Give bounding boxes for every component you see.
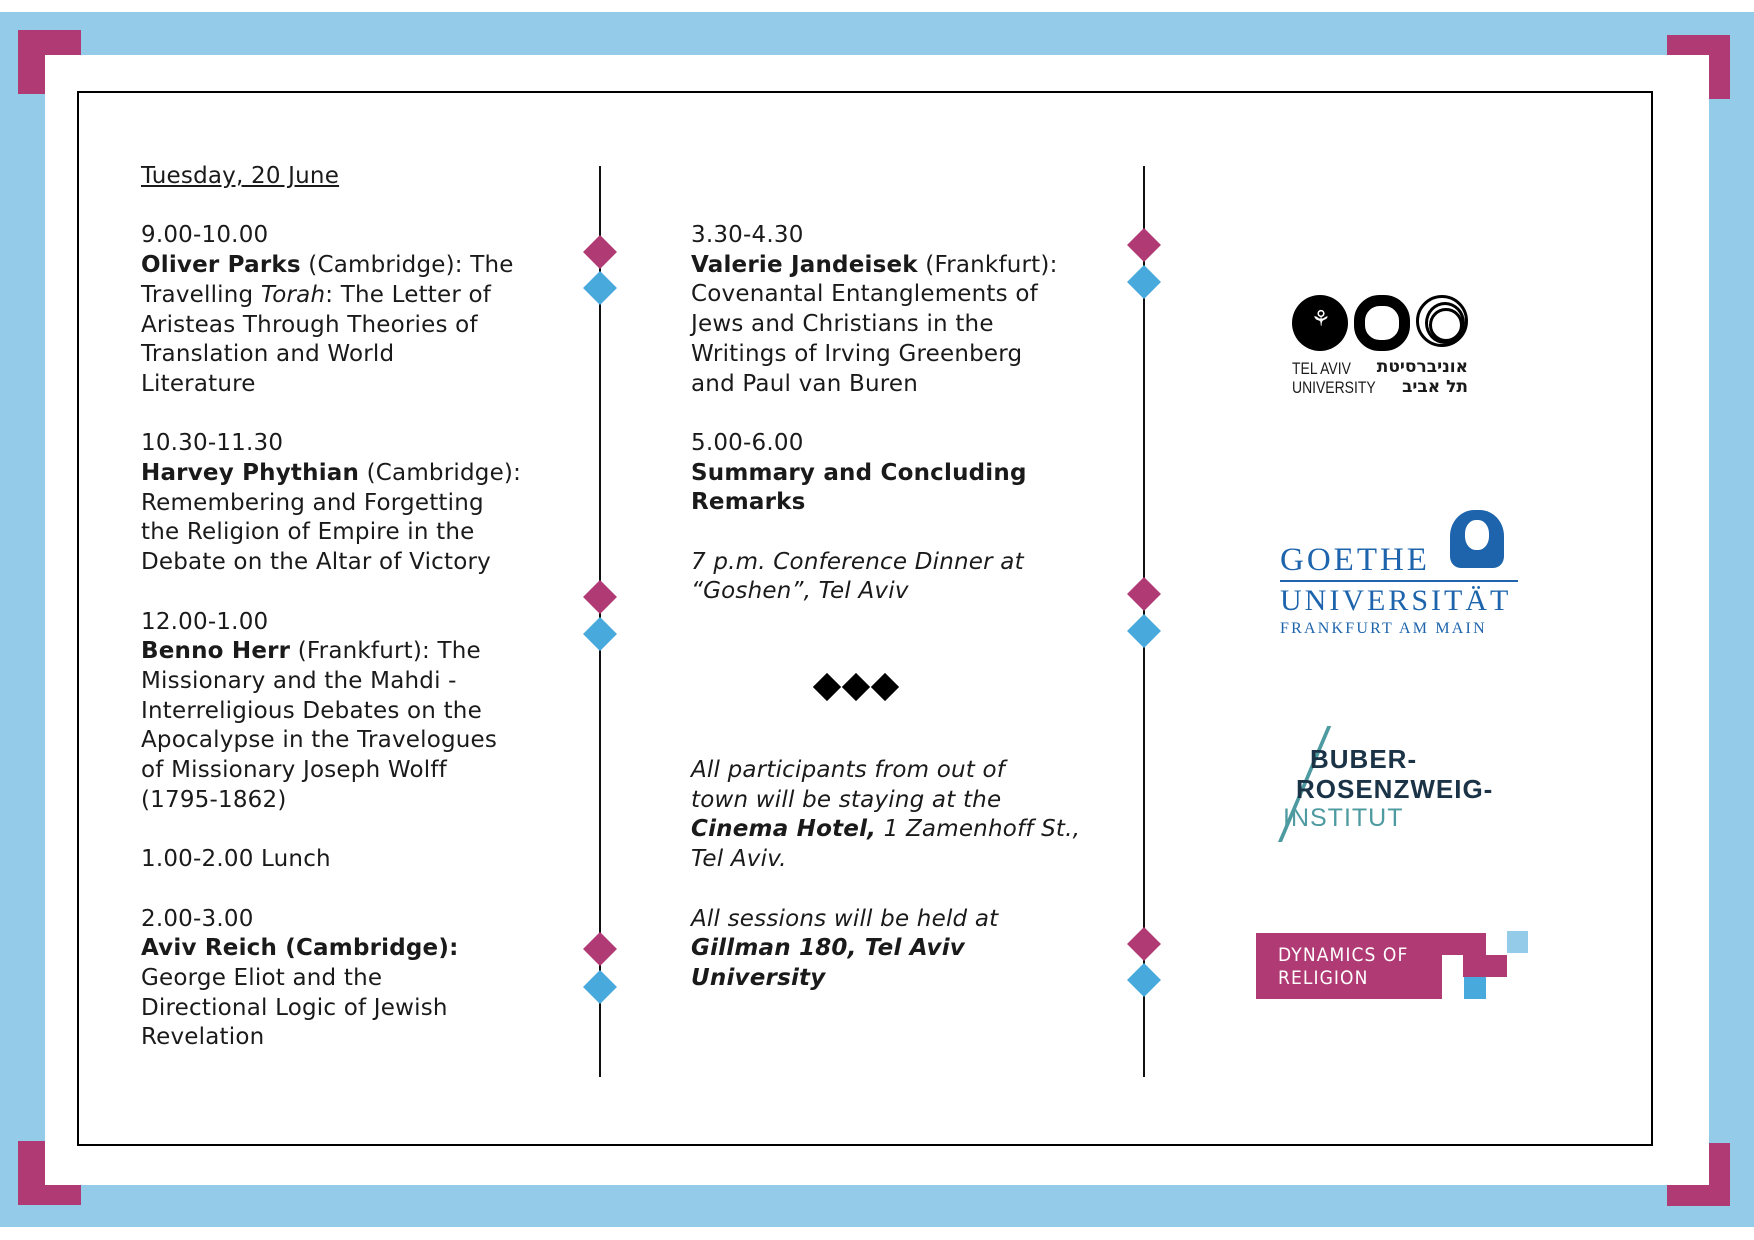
buber-institut-text: INSTITUT: [1283, 804, 1404, 832]
dor-pixel-icon: [1463, 955, 1507, 977]
title-line: Apocalypse in the Travelogues: [141, 727, 498, 754]
corner-tl-v: [18, 30, 45, 94]
affiliation: (Cambridge): The: [300, 252, 514, 279]
title-line: Directional Logic of Jewish: [141, 994, 448, 1021]
hotel-note: town will be staying at the: [691, 786, 1002, 813]
goethe-university-text: UNIVERSITÄT: [1280, 584, 1512, 617]
affiliation: (Frankfurt): The: [290, 638, 481, 665]
session-1: [141, 221, 561, 399]
dor-text: DYNAMICS OF RELIGION: [1278, 944, 1409, 989]
dinner-note: “Goshen”, Tel Aviv: [691, 578, 909, 605]
day-heading: Tuesday, 20 June: [141, 163, 340, 189]
title-line: Debate on the Altar of Victory: [141, 549, 491, 576]
middle-column: [691, 221, 1111, 607]
title-italic: Torah: [260, 281, 326, 308]
hotel-note: Tel Aviv.: [691, 846, 787, 873]
tau-hebrew-name: אוניברסיטת תל אביב: [1376, 357, 1468, 397]
dor-pixel-icon: [1507, 931, 1528, 953]
dor-pixel-icon: [1464, 977, 1486, 999]
speaker-name: Aviv Reich (Cambridge):: [141, 935, 459, 962]
title-line: George Eliot and the: [141, 964, 383, 991]
hotel-address: 1 Zamenhoff St.,: [876, 816, 1081, 843]
goethe-city-text: FRANKFURT AM MAIN: [1280, 620, 1487, 637]
hotel-note: All participants from out of: [691, 757, 1006, 783]
session-2: [141, 429, 561, 578]
title-line: Translation and World: [141, 341, 395, 368]
session-time: 3.30-4.30: [691, 222, 804, 248]
title-line: and Paul van Buren: [691, 370, 919, 397]
title-line: Missionary and the Mahdi -: [141, 667, 457, 694]
goethe-rule: [1280, 580, 1518, 582]
tau-english-name: TEL AVIV UNIVERSITY: [1292, 359, 1376, 397]
speaker-name: Benno Herr: [141, 638, 291, 665]
title-line: (1795-1862): [141, 786, 287, 813]
session-7: [691, 429, 1111, 518]
title-line: Interreligious Debates on the: [141, 697, 482, 724]
venue-name: University: [691, 964, 826, 991]
session-3: [141, 608, 561, 816]
hotel-name: Cinema Hotel,: [691, 816, 877, 843]
session-time: 10.30-11.30: [141, 430, 284, 457]
tel-aviv-university-logo: [1292, 295, 1472, 405]
tau-rings-icon: [1416, 295, 1468, 347]
title-line: Jews and Christians in the: [691, 311, 994, 338]
session-6: [691, 221, 1111, 399]
title-line: Covenantal Entanglements of: [691, 281, 1038, 308]
session-5: [141, 905, 561, 1054]
buber-title: BUBER- ROSENZWEIG-: [1296, 744, 1494, 804]
tau-menorah-icon: ⚘: [1311, 307, 1331, 332]
logistics-notes: [691, 756, 1111, 994]
affiliation: (Frankfurt):: [917, 251, 1058, 278]
title-line: Revelation: [141, 1024, 265, 1051]
dynamics-of-religion-logo: [1256, 931, 1531, 999]
session-time: 2.00-3.00: [141, 905, 254, 932]
dinner-note: 7 p.m. Conference Dinner at: [691, 548, 1024, 575]
affiliation: (Cambridge):: [359, 460, 522, 486]
corner-bl-h: [18, 1185, 81, 1205]
title-line: Aristeas Through Theories of: [141, 311, 478, 338]
goethe-university-logo: [1280, 510, 1520, 640]
title-text: Travelling: [141, 281, 261, 308]
venue-note: All sessions will be held at: [691, 905, 999, 932]
left-column: [141, 162, 561, 1053]
tau-emblem-icon: [1292, 295, 1348, 351]
title-line: the Religion of Empire in the: [141, 519, 475, 546]
title-line: of Missionary Joseph Wolff: [141, 757, 447, 784]
buber-rosenzweig-logo: [1248, 726, 1528, 841]
title-line: Literature: [141, 370, 256, 397]
lunch-break: 1.00-2.00 Lunch: [141, 846, 331, 873]
title-line: Remembering and Forgetting: [141, 489, 484, 516]
session-title: Remarks: [691, 489, 806, 516]
goethe-portrait-icon: [1450, 510, 1504, 568]
venue-name: Gillman 180, Tel Aviv: [691, 935, 965, 962]
corner-tr-v: [1709, 35, 1730, 99]
goethe-wordmark: GOETHE: [1280, 542, 1430, 578]
title-text: : The Letter of: [325, 281, 492, 308]
session-title: Summary and Concluding: [691, 459, 1027, 486]
speaker-name: Oliver Parks: [141, 252, 301, 279]
session-time: 9.00-10.00: [141, 222, 269, 249]
session-time: 5.00-6.00: [691, 429, 804, 456]
tau-ring-icon: [1354, 295, 1410, 351]
session-time: 12.00-1.00: [141, 608, 269, 635]
corner-br-h: [1667, 1185, 1730, 1206]
title-line: Writings of Irving Greenberg: [691, 340, 1023, 367]
speaker-name: Harvey Phythian: [141, 460, 360, 486]
speaker-name: Valerie Jandeisek: [691, 251, 918, 278]
